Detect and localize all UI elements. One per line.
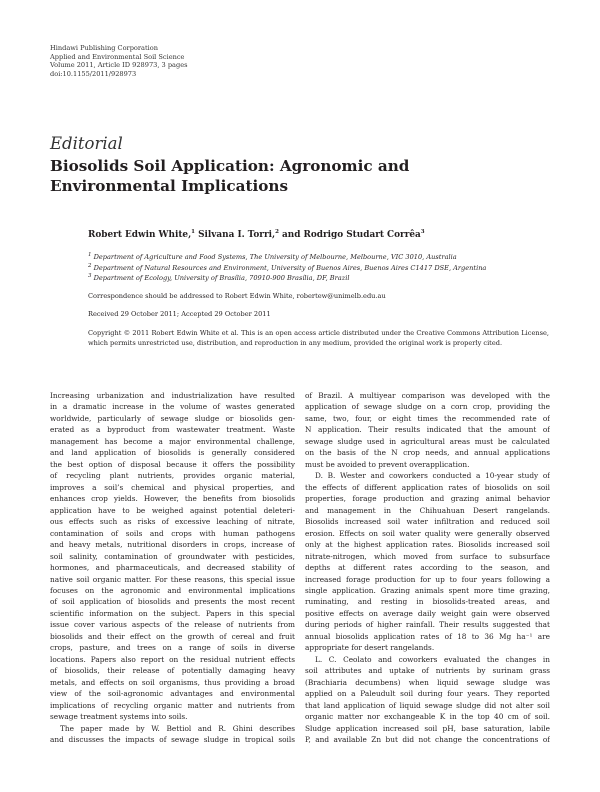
body-text-line: worldwide, particularly of sewage sludge or biosolids gen-	[50, 413, 295, 423]
author-name: and Rodrigo Studart Corrêa	[278, 230, 421, 240]
author-list	[88, 230, 425, 240]
body-text-line: in a dramatic increase in the volume of wastes generated	[50, 402, 295, 412]
affiliations	[88, 252, 486, 284]
body-text-line: during periods of higher rainfall. Their results suggested that	[305, 620, 550, 630]
body-text-line: organic matter nor exchangeable K in the top 40 cm of soil.	[305, 712, 550, 722]
body-text-line: ruminating, and resting in biosolids-treated areas, and	[305, 597, 550, 607]
body-text-line: issue cover various aspects of the release of nutrients from	[50, 620, 295, 630]
body-text-line: enhances crop yields. However, the benefits from biosolids	[50, 494, 295, 504]
body-text-line: contamination of soils and crops with human pathogens	[50, 528, 295, 538]
body-text-line: focuses on the agronomic and environmental implications	[50, 585, 295, 595]
publisher: Hindawi Publishing Corporation	[50, 44, 158, 52]
body-text-line: sewage sludge used in agricultural areas must be calculated	[305, 436, 550, 446]
body-text-line: native soil organic matter. For these reasons, this special issue	[50, 574, 295, 584]
body-text-line: the effects of different application rates of biosolids on soil	[305, 482, 550, 492]
body-text-line: the best option of disposal because it offers the possibility	[50, 459, 295, 469]
body-text-line: of biosolids, their release of potentially damaging heavy	[50, 666, 295, 676]
body-text-line: only at the highest application rates. Biosolids increased soil	[305, 540, 550, 550]
body-text-line: ous effects such as risks of excessive leaching of nitrate,	[50, 517, 295, 527]
body-text-line: properties, forage production and grazing animal behavior	[305, 494, 550, 504]
body-text-line: Increasing urbanization and industrialization have resulted	[50, 391, 295, 400]
body-text-line: annual biosolids application rates of 18 to 36 Mg ha⁻¹ are	[305, 631, 550, 641]
body-text-line: hormones, and pharmaceuticals, and decreased stability of	[50, 563, 295, 573]
body-text-line: implications of recycling organic matter and nutrients from	[50, 700, 295, 710]
body-text-line: improves a soil’s chemical and physical properties, and	[50, 482, 295, 492]
body-text-line: that land application of liquid sewage sludge did not alter soil	[305, 700, 550, 710]
body-text-line: depths at different rates according to the season, and	[305, 563, 550, 573]
body-text-line: positive effects on average daily weight gain were observed	[305, 608, 550, 618]
body-text-line: metals, and effects on soil organisms, thus providing a broad	[50, 677, 295, 687]
body-text-line: erated as a byproduct from wastewater treatment. Waste	[50, 425, 295, 435]
body-text-line: D. B. Wester and coworkers conducted a 10-year study of	[315, 471, 550, 481]
correspondence: Correspondence should be addressed to Robert Edwin White, robertew@unimelb.edu.au	[88, 292, 386, 300]
body-text-line: crops, pasture, and trees on a range of soils in diverse	[50, 643, 295, 653]
body-text-line: Biosolids increased soil water infiltration and reduced soil	[305, 517, 550, 527]
body-text-line: Sludge application increased soil pH, base saturation, labile	[305, 723, 550, 733]
author-affiliation-mark: 1	[191, 229, 195, 236]
body-text-line: of soil application of biosolids and presents the most recent	[50, 597, 295, 607]
body-text-line: L. C. Ceolato and coworkers evaluated the changes in	[315, 654, 550, 664]
body-text-line: on the basis of the N crop needs, and annual applications	[305, 448, 550, 458]
body-text-line: application of sewage sludge on a corn crop, providing the	[305, 402, 550, 412]
body-text-line: erosion. Effects on soil water quality were generally observed	[305, 528, 550, 538]
copyright-notice: Copyright © 2011 Robert Edwin White et al. This is an open access article distributed under the Creative Commons Attribution License, which permits unrestricted use, distribution, and reproduction in any medium, provided the original work is properly cited.	[88, 329, 549, 348]
affiliation: $^1$ Department of Agriculture and Food Systems, The University of Melbourne, Melbourne, VIC 3010, Australia	[88, 251, 457, 261]
body-text-line: locations. Papers also report on the residual nutrient effects	[50, 654, 295, 664]
body-text-line: (Brachiaria decumbens) when liquid sewage sludge was	[305, 677, 550, 687]
body-text-line: must be avoided to prevent overapplication.	[305, 459, 470, 469]
body-text-line: and heavy metals, nutritional disorders in crops, increase of	[50, 540, 295, 550]
body-text-line: same, two, four, or eight times the recommended rate of	[305, 413, 550, 423]
body-text-line: and land application of biosolids is generally considered	[50, 448, 295, 458]
body-text-line: single application. Grazing animals spent more time grazing,	[305, 585, 550, 595]
body-text-line: view of the soil-agronomic advantages and environmental	[50, 689, 295, 699]
body-text-line: and management in the Chihuahuan Desert rangelands.	[305, 505, 550, 515]
body-text-line: nitrate-nitrogen, which moved from surface to subsurface	[305, 551, 550, 561]
body-text-line: scientific information on the subject. Papers in this special	[50, 608, 295, 618]
body-text-line: appropriate for desert rangelands.	[305, 643, 435, 653]
journal-header	[50, 44, 187, 78]
body-text-line: The paper made by W. Bettiol and R. Ghini describes	[60, 723, 295, 733]
body-text-line: soil salinity, contamination of groundwater with pesticides,	[50, 551, 295, 561]
journal-name: Applied and Environmental Soil Science	[50, 52, 185, 61]
body-text-line: soil attributes and uptake of nutrients by surinam grass	[305, 666, 550, 676]
body-text-line: and discusses the impacts of sewage sludge in tropical soils	[50, 735, 295, 745]
body-text-line: increased forage production for up to four years following a	[305, 574, 550, 584]
affiliation: $^3$ Department of Ecology, University of Brasília, 70910-900 Brasília, DF, Brazil	[88, 272, 350, 282]
body-column-left	[50, 390, 295, 746]
affiliation: $^2$ Department of Natural Resources and Environment, University of Buenos Aires, Buenos Aires C1417 DSE, Argentina	[88, 262, 487, 272]
body-text-line: of Brazil. A multiyear comparison was developed with the	[305, 391, 550, 400]
article-type: Editorial	[50, 134, 123, 153]
body-text-line: biosolids and their effect on the growth of cereal and fruit	[50, 631, 295, 641]
body-text-line: of recycling plant nutrients, provides organic material,	[50, 471, 295, 481]
author-name: Silvana I. Torri,	[195, 230, 276, 240]
body-column-right	[305, 390, 550, 746]
author-name: Robert Edwin White,	[88, 230, 192, 240]
body-text-line: application have to be weighed against potential deleteri-	[50, 505, 295, 515]
body-text-line: sewage treatment systems into soils.	[50, 712, 188, 722]
body-text-line: management has become a major environmental challenge,	[50, 436, 295, 446]
body-text-line: N application. Their results indicated that the amount of	[305, 425, 550, 435]
article-title: Biosolids Soil Application: Agronomic and Environmental Implications	[50, 157, 410, 195]
volume-info: Volume 2011, Article ID 928973, 3 pages	[50, 61, 188, 70]
dates: Received 29 October 2011; Accepted 29 October 2011	[88, 310, 271, 318]
author-affiliation-mark: 3	[420, 229, 425, 236]
author-affiliation-mark: 2	[275, 229, 279, 236]
body-text-line: applied on a Paleudult soil during four years. They reported	[305, 689, 550, 699]
body-text-line: P, and available Zn but did not change the concentrations of	[305, 735, 550, 745]
doi: doi:10.1155/2011/928973	[50, 69, 137, 78]
